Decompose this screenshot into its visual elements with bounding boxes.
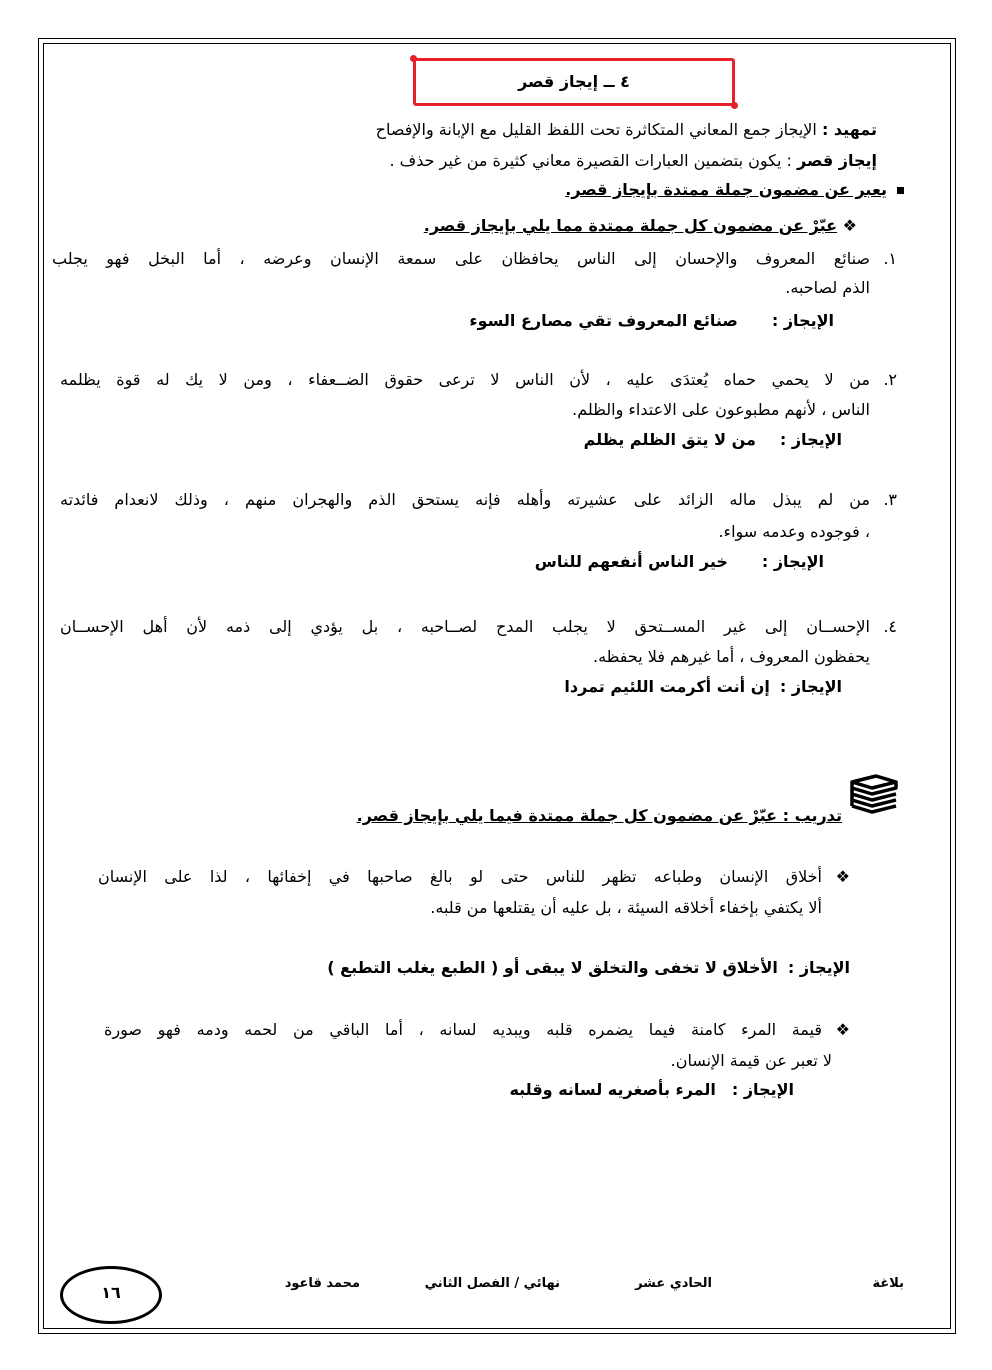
diamond-bullet-icon: ❖ [837, 216, 857, 235]
footer-term: نهائي / الفصل الثاني [424, 1276, 560, 1291]
training-item-text: لا تعبر عن قيمة الإنسان. [670, 1051, 832, 1070]
title-box-corner-dot [731, 102, 738, 109]
footer-subject: بلاغة [872, 1276, 904, 1291]
tamheed-label: تمهيد : [821, 120, 877, 139]
training-item [836, 867, 850, 886]
item-number: ١. [883, 249, 897, 268]
answer-text: المرء بأصغريه لسانه وقلبه [509, 1080, 716, 1099]
item-number: ٣. [883, 490, 897, 509]
footer-grade: الحادي عشر [635, 1276, 712, 1291]
training-item [836, 1020, 850, 1039]
item-text: صنائع المعروف والإحسان إلى الناس يحافظان على سمعة الإنسان وعرضه ، أما البخل فهو يجلب [52, 249, 870, 268]
footer-author: محمد قاعود [284, 1276, 360, 1291]
answer-text: خير الناس أنفعهم للناس [534, 552, 728, 571]
objective-text: يعبر عن مضمون جملة ممتدة بإيجاز قصر. [565, 180, 887, 199]
intro-qasr [389, 151, 877, 170]
item-text: ، فوجوده وعدمه سواء. [718, 522, 870, 541]
answer-label: الإيجاز : [779, 677, 842, 696]
tamheed-text: الإيجاز جمع المعاني المتكاثرة تحت اللفظ القليل مع الإبانة والإفصاح [375, 120, 822, 139]
lesson-title: ٤ ــ إيجاز قصر [518, 72, 630, 91]
answer-label: الإيجاز : [787, 958, 850, 977]
qasr-text: : يكون بتضمين العبارات القصيرة معاني كثيرة من غير حذف . [389, 151, 797, 170]
diamond-bullet-icon: ❖ [835, 867, 850, 886]
item-number: ٤. [883, 617, 897, 636]
training-item-text: قيمة المرء كامنة فيما يضمره قلبه ويبديه لسانه ، أما الباقي من لحمه ودمه فهو صورة [104, 1020, 822, 1039]
item-text: من لم يبذل ماله الزائد على عشيرته وأهله فإنه يستحق الذم والهجران منهم ، وذلك لانعدام فائدته [60, 490, 870, 509]
lesson-title-box [413, 58, 735, 106]
title-box-corner-dot [410, 55, 417, 62]
diamond-bullet-icon: ❖ [835, 1020, 850, 1039]
intro-tamheed [376, 120, 877, 139]
square-bullet-icon [897, 187, 904, 194]
page-number: ١٦ [101, 1283, 121, 1302]
qasr-label: إيجاز قصر [796, 151, 877, 170]
item-text: الإحســان إلى غير المســتحق لا يجلب المدح لصــاحبه ، بل يؤدي إلى ذمه لأن أهل الإحســان [60, 617, 870, 636]
answer [584, 430, 842, 449]
answer-text: الأخلاق لا تخفى والتخلق لا يبقى أو ( الطبع يغلب التطبع ) [327, 958, 778, 977]
answer-label: الإيجاز : [731, 1080, 794, 1099]
answer-label: الإيجاز : [779, 430, 842, 449]
exercise-heading [424, 216, 857, 235]
books-stack-icon [846, 772, 902, 818]
answer [535, 552, 824, 571]
exercise-heading-text: عبّرْ عن مضمون كل جملة ممتدة مما يلي بإيجاز قصر. [423, 216, 838, 235]
training-answer [327, 958, 850, 977]
item-text: الذم لصاحبه. [785, 278, 870, 297]
answer-text: إن أنت أكرمت اللئيم تمردا [564, 677, 770, 696]
training-item-text: ألا يكتفي بإخفاء أخلاقه السيئة ، بل عليه أن يقتلعها من قلبه. [430, 898, 822, 917]
answer [469, 311, 834, 330]
item-text: الناس ، لأنهم مطبوعون على الاعتداء والظلم. [572, 400, 870, 419]
objective [565, 180, 904, 199]
answer-text: من لا يتق الظلم يظلم [583, 430, 756, 449]
item-text: من لا يحمي حماه يُعتدَى عليه ، لأن الناس لا ترعى حقوق الضــعفاء ، ومن لا يك له قوة يظلمه [60, 370, 870, 389]
item-number: ٢. [883, 370, 897, 389]
answer [564, 677, 842, 696]
answer-label: الإيجاز : [771, 311, 834, 330]
training-heading [331, 806, 842, 825]
answer-label: الإيجاز : [761, 552, 824, 571]
training-answer [509, 1080, 794, 1099]
answer-text: صنائع المعروف تقي مصارع السوء [469, 311, 738, 330]
training-item-text: أخلاق الإنسان وطباعه تظهر للناس حتى لو بالغ صاحبها في إخفائها ، لذا على الإنسان [98, 867, 822, 886]
page-number-badge [60, 1266, 162, 1324]
training-heading-text: تدريب : عبّرْ عن مضمون كل جملة ممتدة فيما يلي بإيجاز قصر. [356, 806, 842, 825]
item-text: يحفظون المعروف ، أما غيرهم فلا يحفظه. [593, 647, 870, 666]
